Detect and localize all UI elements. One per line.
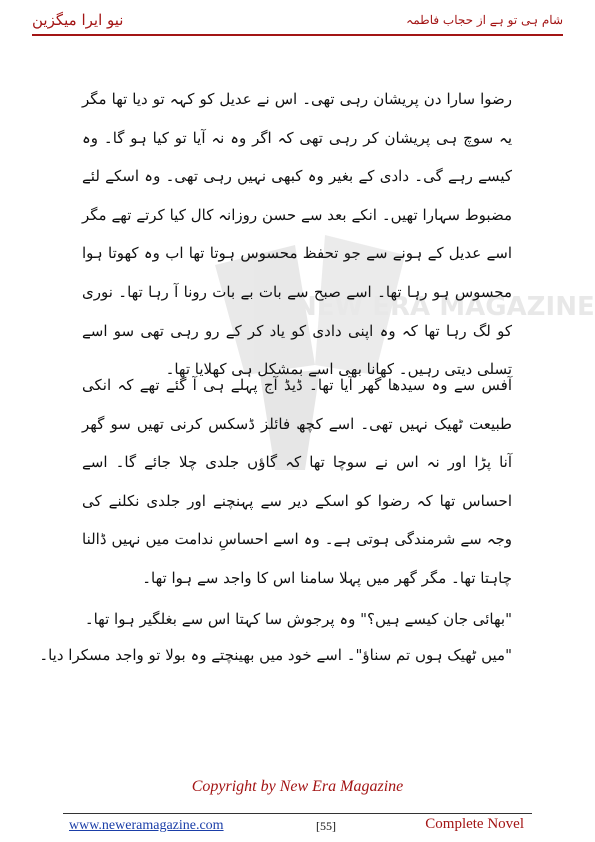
- dialogue-line-2: "میں ٹھیک ہوں تم سناؤ"۔ اسے خود میں بھینچتے وہ بولا تو واجد مسکرا دیا۔: [39, 646, 512, 664]
- magazine-name: نیو ایرا میگزین: [32, 11, 124, 29]
- paragraph-1: [82, 80, 512, 389]
- website-link[interactable]: www.neweramagazine.com: [69, 818, 224, 833]
- page-header: [32, 8, 563, 36]
- paragraph-2: [82, 366, 512, 598]
- page-number: [55]: [316, 819, 336, 833]
- page-footer: [63, 813, 532, 840]
- paragraph-2-text: آفس سے وہ سیدھا گھر آیا تھا۔ ڈیڈ آج پہلے ہی آ گئے تھے کہ انکی طبیعت ٹھیک نہیں تھی۔ اسے کچھ فائلز ڈسکس کرنی تھیں سو گھر آنا پڑا اور نہ اس نے سوچا تھا کہ گاؤں جلدی چلا جائے گا۔ اسے احساس تھا کہ رضوا کو اسکے دیر سے پہنچنے اور جلدی نکلنے کی وجہ سے شرمندگی ہوتی ہے۔ وہ اسے احساسِ ندامت میں نہیں ڈالنا چاہتا تھا۔ مگر گھر میں پہلا سامنا اس کا واجد سے ہوا تھا۔: [82, 376, 512, 587]
- paragraph-1-text: رضوا سارا دن پریشان رہی تھی۔ اس نے عدیل کو کہہ تو دیا تھا مگر یہ سوچ ہی پریشان کر رہی تھی کہ اگر وہ نہ آیا تو کیا ہو گا۔ وہ کیسے رہے گی۔ دادی کے بغیر وہ کبھی نہیں رہی تھی۔ وہ اسکے لئے مضبوط سہارا تھیں۔ انکے بعد سے حسن روزانہ کال کیا کرتے تھے مگر اسے عدیل کے ہونے سے جو تحفظ محسوس ہوتا تھا اب وہ کھوتا ہوا محسوس ہو رہا تھا۔ اسے صبح سے بات بے بات رونا آ رہا تھا۔ نوری کو لگ رہا تھا کہ وہ اپنی دادی کو یاد کر کے رو رہی تھی سو اسے تسلی دیتی رہیں۔ کھانا بھی اسے بمشکل ہی کھلایا تھا۔: [82, 90, 512, 379]
- novel-title: شام ہی تو ہے از حجاب فاطمہ: [406, 13, 563, 27]
- dialogue-line-1: "بھائی جان کیسے ہیں؟" وہ پرجوش سا کہتا اس سے بغلگیر ہوا تھا۔: [84, 610, 512, 628]
- footer-title: Complete Novel: [425, 816, 524, 832]
- copyright-notice: Copyright by New Era Magazine: [191, 778, 404, 795]
- svg-text:NEW ERA MAGAZINE: NEW ERA MAGAZINE: [295, 292, 595, 322]
